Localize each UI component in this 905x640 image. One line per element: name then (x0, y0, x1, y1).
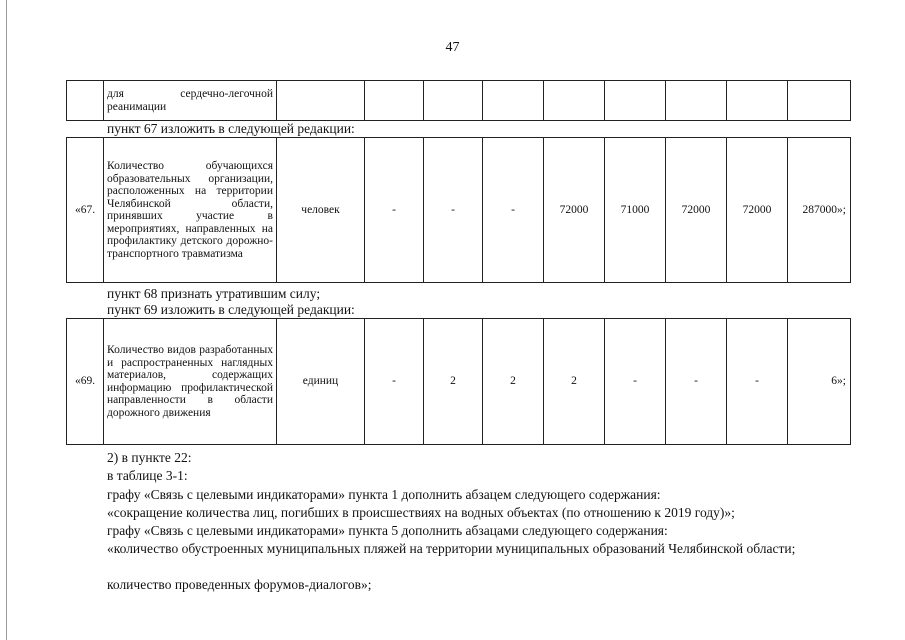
cell-unit: человек (277, 138, 365, 283)
body-line-water-deaths: «сокращение количества лиц, погибших в происшествиях на водных объектах (по отношению к 2019 году)»; (107, 505, 735, 520)
instruction-item-68: пункт 68 признать утратившим силу; (107, 286, 321, 301)
body-line-forums: количество проведенных форумов-диалогов»; (107, 577, 372, 592)
cell-value-total: 287000»; (788, 138, 851, 283)
cell-value: 72000 (727, 138, 788, 283)
cell-index (67, 81, 104, 121)
cell-description: Количество видов разработанных и распространенных наглядных материалов, содержащих информацию профилактической направленности в области дорожного движения (104, 319, 277, 445)
cell-value: 2 (544, 319, 605, 445)
instruction-item-67: пункт 67 изложить в следующей редакции: (107, 121, 355, 136)
cell-description: для сердечно-легочной реанимации (104, 81, 277, 121)
cell-value: - (424, 138, 483, 283)
cell-description: Количество обучающихся образовательных организации, расположенных на территории Челябинской области, принявших участие в мероприятиях, направленных на профилактику детского дорожно-транспортного травматизма (104, 138, 277, 283)
cell-value: 72000 (666, 138, 727, 283)
cell-index: «67. (67, 138, 104, 283)
body-line-item-5: графу «Связь с целевыми индикаторами» пункта 5 дополнить абзацами следующего содержания: (107, 523, 668, 538)
instruction-item-69: пункт 69 изложить в следующей редакции: (107, 302, 355, 317)
table-row (67, 138, 851, 283)
cell-unit (277, 81, 365, 121)
cell-value: - (727, 319, 788, 445)
body-line-item-1: графу «Связь с целевыми индикаторами» пункта 1 дополнить абзацем следующего содержания: (107, 487, 661, 502)
cell-index: «69. (67, 319, 104, 445)
cell-value: - (365, 319, 424, 445)
cell-value: - (605, 319, 666, 445)
table-row (67, 81, 851, 121)
table-row-67 (66, 137, 851, 283)
table-row-69 (66, 318, 851, 445)
table-row (67, 319, 851, 445)
table-fragment-top (66, 80, 851, 121)
cell-value-total: 6»; (788, 319, 851, 445)
scan-edge-line (6, 0, 7, 640)
cell-value: 2 (483, 319, 544, 445)
cell-value: - (483, 138, 544, 283)
cell-value: - (365, 138, 424, 283)
cell-value: 72000 (544, 138, 605, 283)
cell-value: - (666, 319, 727, 445)
cell-value: 71000 (605, 138, 666, 283)
cell-value: 2 (424, 319, 483, 445)
cell-unit: единиц (277, 319, 365, 445)
body-line-table-3-1: в таблице 3-1: (107, 468, 188, 483)
page-number: 47 (445, 40, 460, 55)
body-para-beaches: «количество обустроенных муниципальных пляжей на территории муниципальных образований Челябинской области; (107, 541, 796, 556)
body-line-point-22: 2) в пункте 22: (107, 450, 192, 465)
